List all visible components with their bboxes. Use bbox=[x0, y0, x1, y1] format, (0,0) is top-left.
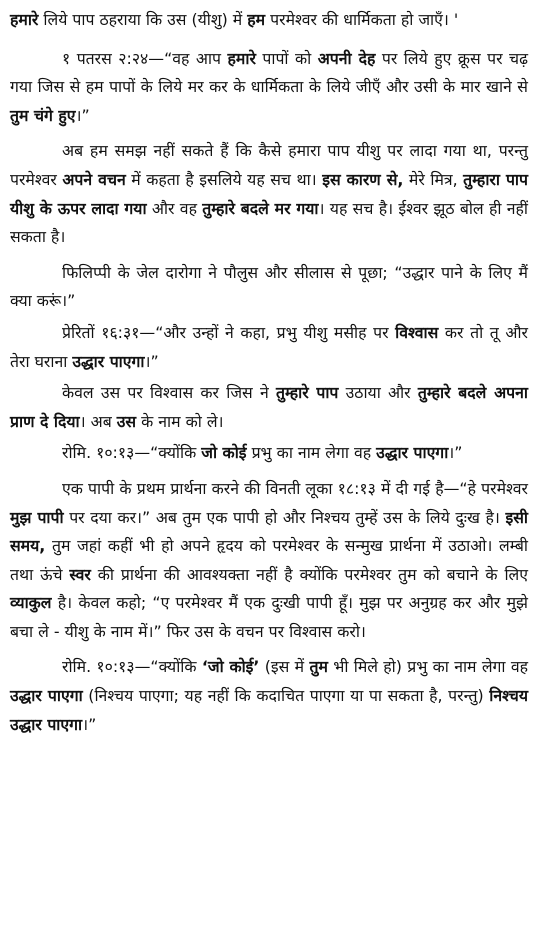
paragraph-continuation bbox=[10, 6, 528, 35]
text-segment: लिये पाप ठहराया कि उस (यीशु) में bbox=[38, 10, 248, 29]
bold-text-segment: अपने वचन bbox=[62, 169, 126, 189]
bold-text-segment: स्वर bbox=[69, 564, 91, 584]
bold-text-segment: तुम चंगे हुए bbox=[10, 105, 76, 125]
text-segment: (इस में bbox=[259, 657, 310, 677]
text-segment: पर लिये हुए क्रूस पर चढ़ गया जिस से हम पापों के लिये मर कर के धार्मिकता के लिये जीएँ और उसी के मार खाने से bbox=[10, 48, 528, 97]
text-segment: (निश्चय पाएगा; यह नहीं कि कदाचित पाएगा या पा सकता है, परन्तु) bbox=[82, 686, 490, 706]
bold-text-segment: तुम्हारे पाप bbox=[275, 383, 339, 403]
text-segment: फिलिप्पी के जेल दारोगा ने पौलुस और सीलास से पूछा; “उद्धार पाने के लिए मैं क्या करूं।” bbox=[10, 262, 528, 311]
text-segment: रोमि. १०:१३—“क्योंकि bbox=[62, 657, 202, 677]
paragraph-acts-16-31 bbox=[10, 319, 528, 376]
text-segment: । यह सच है। ईश्वर झूठ बोल ही नहीं सकता है। bbox=[10, 198, 528, 247]
bold-text-segment: उद्धार पाएगा bbox=[376, 443, 449, 463]
paragraph-jailer-question bbox=[10, 259, 528, 316]
paragraph-1-peter-2-24 bbox=[10, 45, 528, 131]
text-segment: प्रभु का नाम लेगा वह bbox=[246, 443, 377, 463]
bold-text-segment: ‘जो कोई’ bbox=[201, 657, 260, 677]
paragraph-romans-10-13 bbox=[10, 439, 528, 468]
bold-text-segment: हम bbox=[247, 10, 266, 29]
text-segment: अब हम समझ नहीं सकते हैं कि कैसे हमारा पाप यीशु पर लादा गया था, परन्तु परमेश्वर bbox=[10, 141, 528, 189]
paragraph-romans-10-13-whosoever bbox=[10, 653, 528, 739]
text-segment: भी मिले हो) प्रभु का नाम लेगा वह bbox=[327, 657, 529, 677]
bold-text-segment: निश्चय उद्धार पाएगा bbox=[10, 686, 528, 734]
text-segment: ।” bbox=[82, 714, 97, 734]
text-segment: ।” bbox=[448, 443, 463, 463]
text-segment: एक पापी के प्रथम प्रार्थना करने की विनती लूका १८:१३ में दी गई है—“हे परमेश्वर bbox=[62, 478, 528, 498]
bold-text-segment: तुम bbox=[309, 657, 328, 677]
text-segment: पापों को bbox=[255, 48, 318, 68]
bold-text-segment: विश्वास bbox=[395, 322, 439, 342]
text-segment: तुम जहां कहीं भी हो अपने हृदय को परमेश्वर के सन्मुख प्रार्थना में उठाओ। लम्बी तथा ऊंचे bbox=[10, 536, 528, 584]
bold-text-segment: तुम्हारे बदले मर गया bbox=[202, 198, 319, 218]
bold-text-segment: उस bbox=[116, 411, 137, 431]
text-segment: प्रेरितों १६:३१—“और उन्हों ने कहा, प्रभु यीशु मसीह पर bbox=[62, 322, 396, 342]
bold-text-segment: तुम्हारे बदले अपना प्राण दे दिया bbox=[10, 383, 528, 431]
text-segment: मेरे मित्र, bbox=[403, 169, 464, 189]
text-segment: उठाया और bbox=[338, 383, 418, 403]
bold-text-segment: इस कारण से, bbox=[322, 169, 404, 189]
text-segment: ।” bbox=[75, 105, 90, 125]
paragraph-sinner-prayer bbox=[10, 475, 528, 647]
text-segment: केवल उस पर विश्वास कर जिस ने bbox=[62, 383, 276, 403]
bold-text-segment: हमारे bbox=[10, 10, 39, 29]
bold-text-segment: उद्धार पाएगा bbox=[72, 351, 145, 371]
text-segment: और वह bbox=[146, 198, 203, 218]
text-segment: । अब bbox=[79, 411, 117, 431]
text-segment: में कहता है इसलिये यह सच था। bbox=[125, 169, 323, 189]
bold-text-segment: अपनी देह bbox=[317, 48, 376, 68]
text-segment: कर तो तू और तेरा घराना bbox=[10, 322, 529, 371]
paragraph-explanation bbox=[10, 137, 528, 251]
text-segment: है। केवल कहो; “ए परमेश्वर मैं एक दुःखी पापी हूँ। मुझ पर अनुग्रह कर और मुझे बचा ले - यीशु के नाम में।” फिर उस के वचन पर विश्वास करो। bbox=[10, 593, 528, 641]
text-segment: की प्रार्थना की आवश्यक्ता नहीं है क्योंकि परमेश्वर तुम को बचाने के लिए bbox=[90, 564, 528, 584]
bold-text-segment: जो कोई bbox=[201, 443, 247, 463]
bold-text-segment: उद्धार पाएगा bbox=[10, 686, 83, 706]
bold-text-segment: इसी समय, bbox=[10, 507, 528, 556]
text-segment: ।” bbox=[144, 351, 159, 371]
bold-text-segment: हमारे bbox=[227, 48, 256, 68]
text-segment: परमेश्वर की धार्मिकता हो जाएँ। ' bbox=[265, 10, 459, 29]
text-segment: पर दया कर।” अब तुम एक पापी हो और निश्चय तुम्हें उस के लिये दुःख है। bbox=[63, 507, 506, 527]
paragraph-believe bbox=[10, 379, 528, 436]
bold-text-segment: व्याकुल bbox=[10, 593, 52, 613]
bold-text-segment: तुम्हारा पाप यीशु के ऊपर लादा गया bbox=[10, 169, 528, 218]
text-segment: रोमि. १०:१३—“क्योंकि bbox=[62, 443, 202, 463]
text-segment: के नाम को ले। bbox=[136, 411, 224, 431]
text-segment: १ पतरस २:२४—“वह आप bbox=[62, 48, 228, 68]
bold-text-segment: मुझ पापी bbox=[10, 507, 64, 527]
